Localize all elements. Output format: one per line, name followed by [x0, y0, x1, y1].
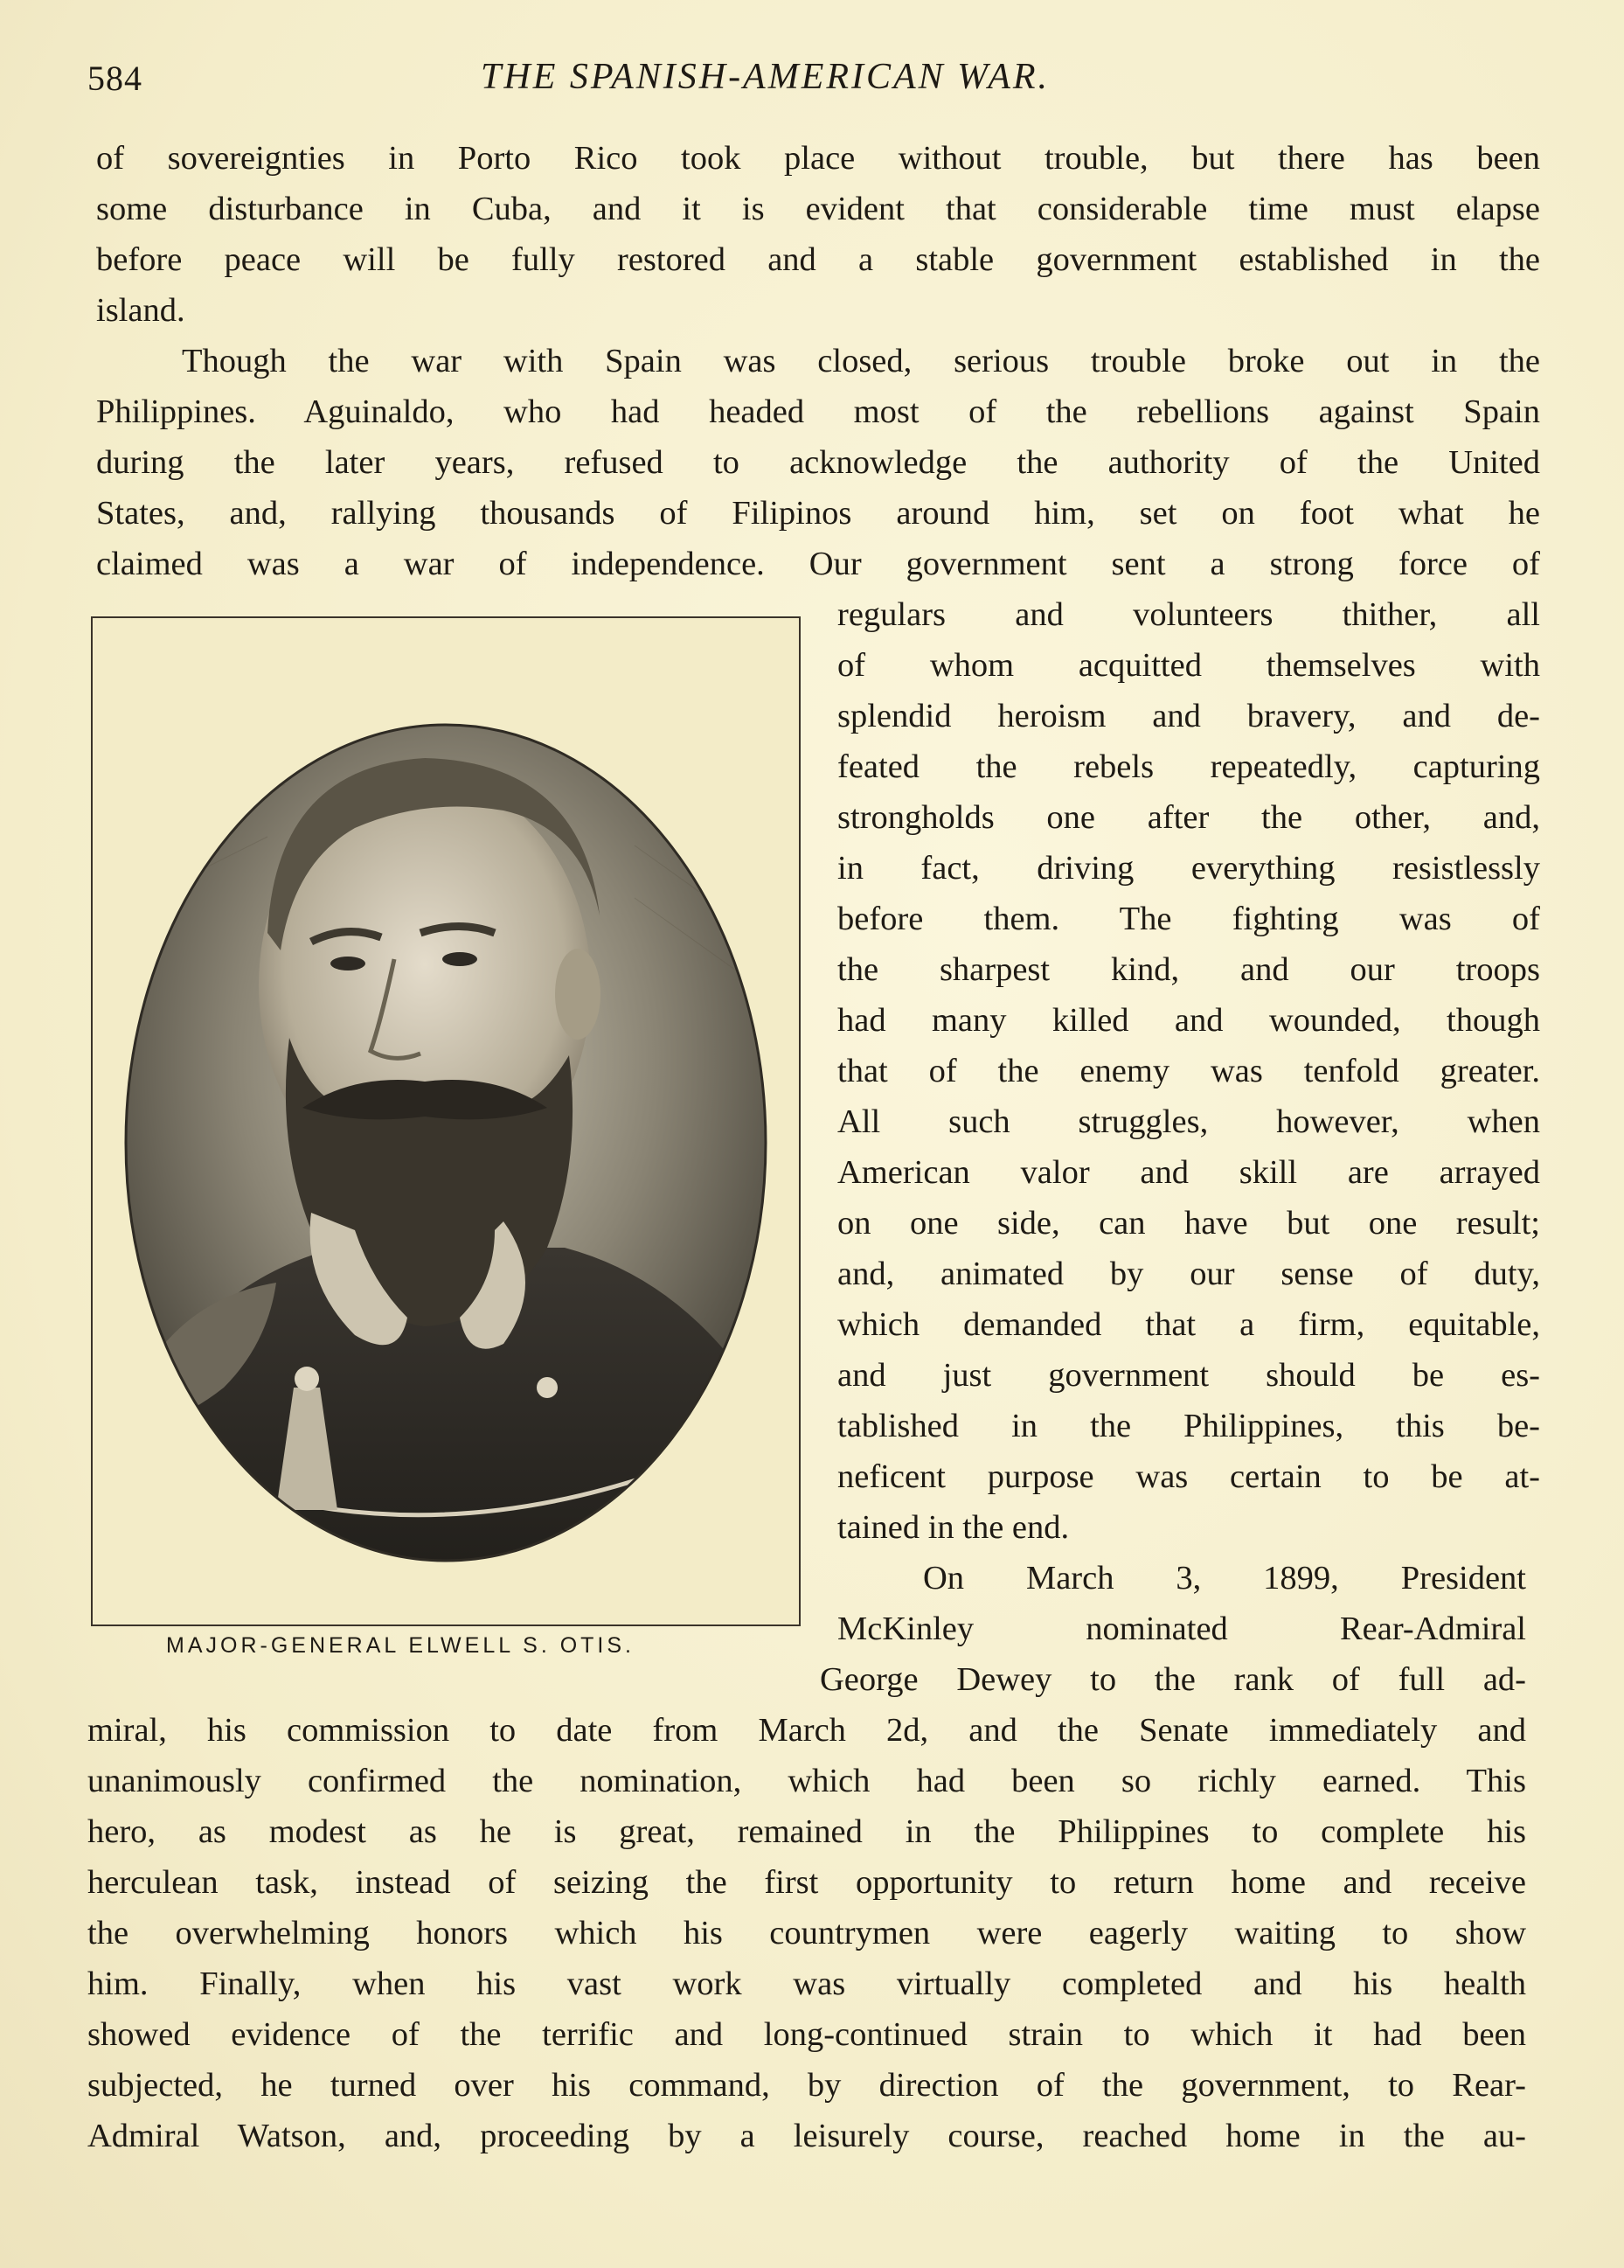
text-line: subjected, he turned over his command, by direction of the government, to Rear- [87, 2067, 1526, 2104]
page-number: 584 [87, 59, 142, 98]
column-line: All such struggles, however, when [837, 1103, 1540, 1140]
column-line: On March 3, 1899, President [923, 1560, 1526, 1597]
text-line: island. [96, 292, 185, 329]
column-line: splendid heroism and bravery, and de- [837, 698, 1540, 734]
text-line: the overwhelming honors which his countrymen were eagerly waiting to show [87, 1915, 1526, 1951]
text-line: Admiral Watson, and, proceeding by a leisurely course, reached home in the au- [87, 2118, 1526, 2154]
running-title: THE SPANISH-AMERICAN WAR. [481, 57, 1051, 97]
text-line: hero, as modest as he is great, remained in the Philippines to complete his [87, 1813, 1526, 1850]
column-line: which demanded that a firm, equitable, [837, 1306, 1540, 1343]
column-line: that of the enemy was tenfold greater. [837, 1053, 1540, 1089]
text-line: States, and, rallying thousands of Filipinos around him, set on foot what he [96, 495, 1540, 532]
text-line: some disturbance in Cuba, and it is evident that considerable time must elapse [96, 191, 1540, 227]
text-line: Philippines. Aguinaldo, who had headed most of the rebellions against Spain [96, 393, 1540, 430]
portrait-figure [91, 616, 801, 1626]
column-line: McKinley nominated Rear-Admiral [837, 1611, 1526, 1647]
text-line: of sovereignties in Porto Rico took place without trouble, but there has been [96, 140, 1540, 177]
column-line: had many killed and wounded, though [837, 1002, 1540, 1039]
column-line: tained in the end. [837, 1509, 1070, 1546]
column-line: neficent purpose was certain to be at- [837, 1458, 1540, 1495]
column-line: in fact, driving everything resistlessly [837, 850, 1540, 887]
column-line: and just government should be es- [837, 1357, 1540, 1394]
text-line: claimed was a war of independence. Our government sent a strong force of [96, 546, 1540, 582]
column-line: American valor and skill are arrayed [837, 1154, 1540, 1191]
text-line: miral, his commission to date from March 2d, and the Senate immediately and [87, 1712, 1526, 1749]
column-line: tablished in the Philippines, this be- [837, 1408, 1540, 1444]
column-line: George Dewey to the rank of full ad- [820, 1661, 1526, 1698]
column-line: strongholds one after the other, and, [837, 799, 1540, 836]
page-header [87, 52, 1538, 114]
figure-caption: MAJOR-GENERAL ELWELL S. OTIS. [166, 1633, 635, 1658]
column-line: and, animated by our sense of duty, [837, 1256, 1540, 1292]
text-line: Though the war with Spain was closed, serious trouble broke out in the [182, 343, 1540, 379]
column-line: the sharpest kind, and our troops [837, 951, 1540, 988]
column-line: feated the rebels repeatedly, capturing [837, 748, 1540, 785]
column-line: of whom acquitted themselves with [837, 647, 1540, 684]
text-line: unanimously confirmed the nomination, which had been so richly earned. This [87, 1763, 1526, 1799]
text-line: him. Finally, when his vast work was virtually completed and his health [87, 1965, 1526, 2002]
text-line: showed evidence of the terrific and long-continued strain to which it had been [87, 2016, 1526, 2053]
column-line: on one side, can have but one result; [837, 1205, 1540, 1242]
column-line: regulars and volunteers thither, all [837, 596, 1540, 633]
text-line: during the later years, refused to acknowledge the authority of the United [96, 444, 1540, 481]
text-line: before peace will be fully restored and a stable government established in the [96, 241, 1540, 278]
portrait-engraving [93, 618, 799, 1624]
column-line: before them. The fighting was of [837, 901, 1540, 937]
text-line: herculean task, instead of seizing the first opportunity to return home and receive [87, 1864, 1526, 1901]
